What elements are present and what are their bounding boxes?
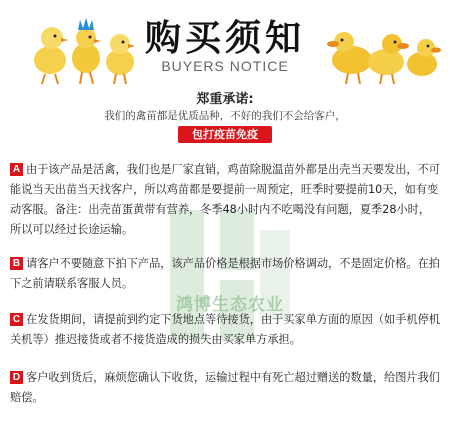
- notice-section-d: [10, 368, 440, 408]
- promise-heading: 郑重承诺:: [196, 92, 254, 107]
- section-marker-c: C: [10, 313, 23, 326]
- page-title: 购买须知: [144, 18, 305, 59]
- section-text-d: 客户收到货后，麻烦您确认下收货，运输过程中有死亡超过赠送的数量，给图片我们赔偿。: [10, 371, 440, 404]
- section-text-c: 在发货期间，请提前到约定下货地点等待接货，由于买家单方面的原因（如手机停机关机等）推迟接货或者不接货造成的损失由买家单方承担。: [10, 313, 440, 346]
- notice-section-a: [10, 160, 440, 240]
- notice-section-b: [10, 254, 440, 294]
- section-text-b: 请客户不要随意下拍下产品，该产品价格是根据市场价格调动，不是固定价格。在拍下之前请联系客服人员。: [10, 257, 440, 290]
- watermark-text: 鸿博生态农业: [176, 295, 284, 315]
- section-text-a: 由于该产品是活禽，我们也是厂家直销，鸡苗除脱温苗外都是出壳当天要发出，不可能说当天出苗当天找客户，所以鸡苗都是要提前一周预定，旺季时要提前10天，如有变动客服。备注：出壳苗蛋黄带有营养，冬季48小时内不吃喝没有问题，夏季28小时，所以可以经过长途运输。: [10, 163, 440, 236]
- section-marker-a: A: [10, 163, 23, 176]
- section-marker-d: D: [10, 371, 23, 384]
- ducklings-illustration: [322, 18, 442, 88]
- section-marker-b: B: [10, 257, 23, 270]
- notice-section-c: [10, 310, 440, 350]
- header: [0, 0, 450, 92]
- promise-text: 我们的禽苗都是优质品种，不好的我们不会给客户，: [104, 110, 346, 122]
- vaccine-badge: 包打疫苗免疫: [178, 126, 272, 143]
- page-subtitle: BUYERS NOTICE: [161, 58, 289, 74]
